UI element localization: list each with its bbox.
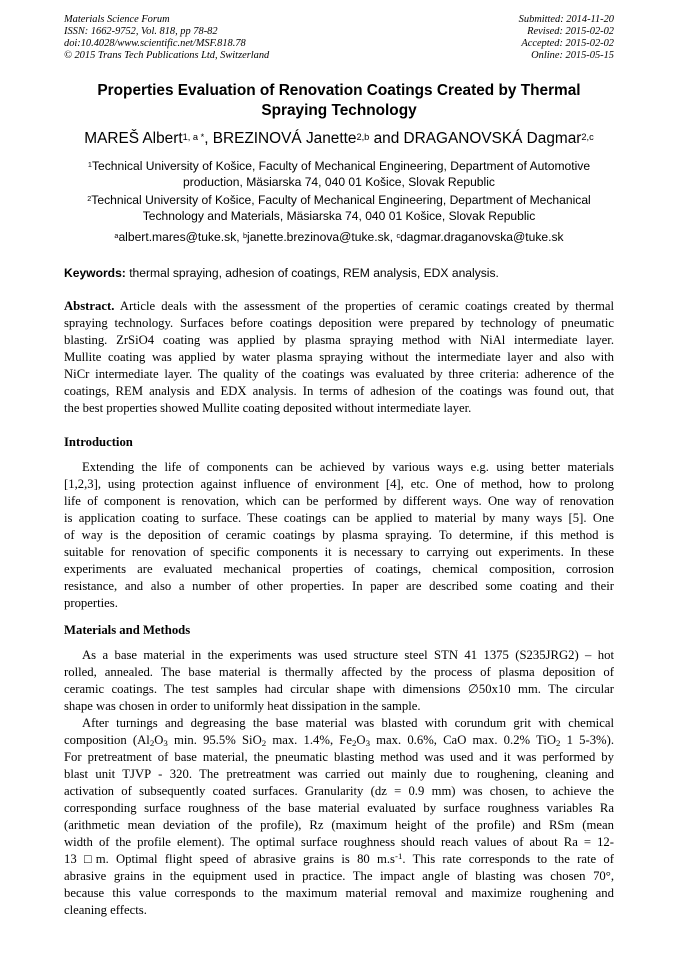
author-affiliation-mark: 2,b [356, 131, 370, 142]
intro-line: of way is the deposition of ceramic coatings by plasma spraying. To determine, if this method is [64, 528, 614, 542]
methods-line: width of the profile element). The optimal surface roughness should reach values of about Ra = 12- [64, 835, 614, 849]
keywords-label: Keywords: [64, 266, 126, 280]
methods-line: ceramic coatings. The test samples had circular shape with dimensions ∅50x10 mm. The circular [64, 682, 614, 696]
affiliation-text: Technology and Materials, Mäsiarska 74, 040 01 Košice, Slovak Republic [142, 209, 536, 223]
abstract-line: NiCr intermediate layer. The quality of the coatings was evaluated by three criteria: adherence of the [64, 367, 614, 381]
intro-line: is application coating to surface. These coatings can be applied to material by many ways [5]. One [64, 511, 614, 525]
methods-line: For pretreatment of base material, the pneumatic blasting method was used and it was performed by [64, 750, 614, 764]
journal-name: Materials Science Forum [64, 14, 170, 25]
subscript: 2 [351, 737, 357, 748]
copyright-line: © 2015 Trans Tech Publications Ltd, Switzerland [64, 50, 270, 61]
text-run: O [356, 733, 366, 747]
affiliation-1 [74, 158, 604, 190]
subscript: 3 [163, 737, 168, 748]
subscript: 2 [261, 737, 267, 748]
author-emails [64, 229, 614, 245]
text-run: composition (Al [64, 733, 150, 747]
submission-dates [519, 14, 614, 62]
methods-line: (arithmetic mean deviation of the profile), Rz (maximum height of the profile) and RSm (mean [64, 818, 614, 832]
email-address[interactable]: albert.mares@tuke.sk, [118, 230, 243, 244]
abstract-line: the best properties showed Mullite coating deposited without intermediate layer. [64, 401, 472, 415]
online-date: Online: 2015-05-15 [531, 50, 614, 61]
affiliation-text: production, Mäsiarska 74, 040 01 Košice, Slovak Republic [183, 175, 495, 189]
superscript: -1 [395, 851, 403, 861]
methods-line-flight-speed [64, 851, 614, 868]
section-heading-materials-methods: Materials and Methods [64, 623, 191, 637]
abstract-line: Mullite coating was applied by water plasma spraying without the intermediate layer and also with [64, 350, 614, 364]
intro-line: suitable for renovation of specific components it is necessary to carrying out experiments. In these [64, 545, 614, 559]
subscript: 3 [365, 737, 371, 748]
methods-line: shape was chosen in order to uniformly heat dissipation in the sample. [64, 699, 421, 713]
methods-line: blast unit TJVP - 320. The pretreatment was carried out mainly due to roughening, cleaning and [64, 767, 614, 781]
abstract-line [64, 298, 614, 315]
email-mark: c [396, 231, 401, 241]
abstract-line: blasting. ZrSiO4 coating was applied by plasma spraying method with NiAl intermediate layer. [64, 333, 614, 347]
keywords-text: thermal spraying, adhesion of coatings, REM analysis, EDX analysis. [125, 266, 499, 280]
intro-line: properties. [64, 596, 118, 610]
section-heading-introduction: Introduction [64, 435, 133, 449]
revised-date: Revised: 2015-02-02 [527, 26, 614, 37]
methods-line: abrasive grains in the equipment used in practice. The impact angle of blasting was chosen 70°, [64, 869, 614, 883]
text-run: . This rate corresponds to the rate of [402, 852, 614, 866]
methods-line: corresponding surface roughness of the base material evaluated by surface roughness variables Ra [64, 801, 614, 815]
author-name: , BREZINOVÁ Janette [204, 130, 357, 147]
intro-line: resistance, and also a number of other properties. In paper are described some coating and their [64, 579, 614, 593]
abstract-text: Article deals with the assessment of the properties of ceramic coatings created by thermal [114, 299, 614, 313]
methods-line: As a base material in the experiments was used structure steel STN 41 1375 (S235JRG2) – hot [82, 648, 614, 662]
author-affiliation-mark: 2,c [581, 131, 594, 142]
intro-line: experiments are evaluated mechanical properties of coatings, chemical composition, corrosion [64, 562, 614, 576]
affiliation-text: Technical University of Košice, Faculty of Mechanical Engineering, Department of Automotive [91, 159, 591, 173]
text-run: min. 95.5% SiO [167, 733, 262, 747]
affiliation-number: 2 [87, 194, 92, 204]
email-address[interactable]: dagmar.draganovska@tuke.sk [400, 230, 564, 244]
text-run: max. 1.4%, Fe [266, 733, 352, 747]
keywords [64, 265, 614, 281]
affiliation-number: 1 [87, 160, 92, 170]
author-list [64, 129, 614, 149]
methods-line: activation of subsequently coated surfaces. Granularity (dz = 0.9 mm) was chosen, to achieve the [64, 784, 614, 798]
text-run: O [154, 733, 164, 747]
affiliation-text: Technical University of Košice, Faculty of Mechanical Engineering, Department of Mechanical [91, 193, 591, 207]
abstract-label: Abstract. [64, 299, 115, 313]
title-line: Spraying Technology [261, 102, 417, 119]
email-mark: a [114, 231, 119, 241]
methods-line: because this value corresponds to the maximum material removal and maximize roughening and [64, 886, 614, 900]
affiliation-2 [74, 192, 604, 224]
methods-line: rolled, annealed. The base material is thermally affected by the process of plasma deposition of [64, 665, 614, 679]
methods-line-chemical-composition [64, 732, 614, 749]
email-mark: b [242, 231, 248, 241]
text-run: 1 5-3%). [560, 733, 614, 747]
doi-line: doi:10.4028/www.scientific.net/MSF.818.78 [64, 38, 246, 49]
email-address[interactable]: janette.brezinova@tuke.sk, [247, 230, 397, 244]
intro-line: Extending the life of components can be achieved by various ways e.g. using better materials [82, 460, 614, 474]
methods-line: cleaning effects. [64, 903, 147, 917]
intro-line: life of component is renovation, which can be performed by different ways. One way of renovation [64, 494, 614, 508]
intro-line: [1,2,3], using protection against influence of environment [4], etc. One of method, how to prolong [64, 477, 614, 491]
author-name: and DRAGANOVSKÁ Dagmar [369, 130, 582, 147]
text-run: max. 0.6%, CaO max. 0.2% TiO [370, 733, 557, 747]
accepted-date: Accepted: 2015-02-02 [521, 38, 614, 49]
subscript: 2 [556, 737, 561, 748]
author-name: MAREŠ Albert [84, 130, 183, 147]
submitted-date: Submitted: 2014-11-20 [518, 14, 614, 25]
journal-info [64, 14, 269, 62]
text-run: 13 □m. Optimal flight speed of abrasive grains is 80 m.s [64, 852, 395, 866]
author-affiliation-mark: 1, a * [182, 131, 205, 142]
issn-line: ISSN: 1662-9752, Vol. 818, pp 78-82 [64, 26, 218, 37]
methods-line: After turnings and degreasing the base material was blasted with corundum grit with chemical [82, 716, 614, 730]
abstract-line: coatings, REM analysis and EDX analysis. In terms of adhesion of the coatings was found out, that [64, 384, 614, 398]
subscript: 2 [149, 737, 155, 748]
title-line: Properties Evaluation of Renovation Coatings Created by Thermal [97, 82, 581, 99]
abstract-line: spraying technology. Surfaces before coatings deposition were prepared by technology of pneumatic [64, 316, 614, 330]
paper-title [64, 81, 614, 121]
